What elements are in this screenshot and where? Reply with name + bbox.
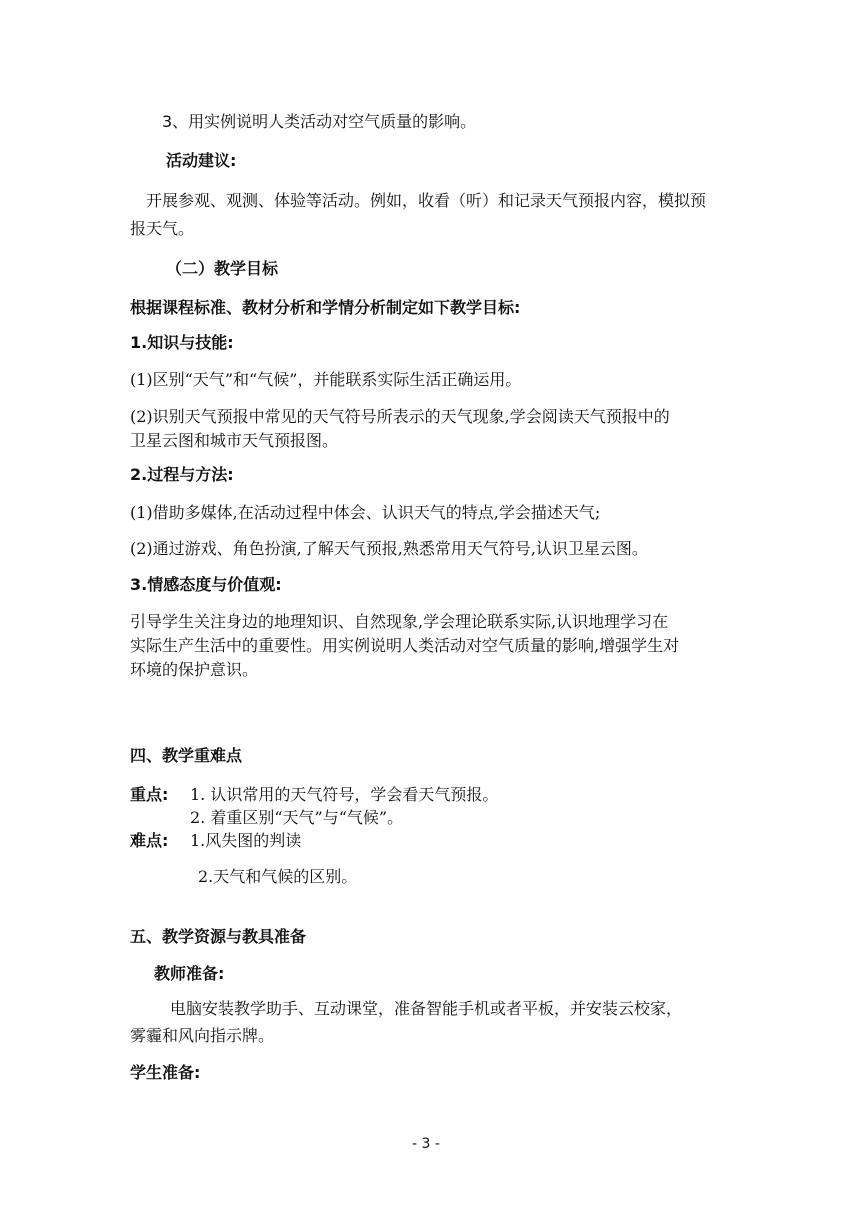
emotion-text-line-2: 实际生产生活中的重要性。用实例说明人类活动对空气质量的影响,增强学生对: [130, 636, 680, 655]
process-heading: 2.过程与方法:: [130, 465, 234, 484]
student-prep-heading: 学生准备:: [130, 1063, 201, 1082]
teacher-prep-line-2: 雾霾和风向指示牌。: [130, 1026, 275, 1045]
emotion-heading: 3.情感态度与价值观:: [130, 575, 282, 594]
process-item-2: (2)通过游戏、角色扮演,了解天气预报,熟悉常用天气符号,认识卫星云图。: [130, 539, 648, 558]
knowledge-item-1: (1)区别“天气”和“气候”，并能联系实际生活正确运用。: [130, 370, 522, 389]
activity-text-line-2: 报天气。: [130, 219, 195, 238]
difficult-points-label: 难点:: [130, 831, 169, 850]
emotion-text-line-3: 环境的保护意识。: [130, 660, 259, 679]
knowledge-item-2-line-2: 卫星云图和城市天气预报图。: [130, 431, 339, 450]
process-item-1: (1)借助多媒体,在活动过程中体会、认识天气的特点,学会描述天气;: [130, 503, 601, 522]
section-4-heading: 四、教学重难点: [130, 746, 243, 765]
section-5-heading: 五、教学资源与教具准备: [130, 927, 307, 946]
knowledge-item-2-line-1: (2)识别天气预报中常见的天气符号所表示的天气现象,学会阅读天气预报中的: [130, 407, 670, 426]
goals-intro: 根据课程标准、教材分析和学情分析制定如下教学目标:: [130, 298, 521, 317]
goals-heading: （二）教学目标: [166, 259, 279, 278]
difficult-point-1: 1.风失图的判读: [190, 831, 302, 850]
key-points-label: 重点:: [130, 785, 169, 804]
knowledge-heading: 1.知识与技能:: [130, 333, 234, 352]
key-point-1: 1. 认识常用的天气符号，学会看天气预报。: [190, 785, 499, 804]
key-point-2: 2. 着重区别“天气”与“气候”。: [190, 808, 404, 827]
activity-heading: 活动建议:: [166, 151, 237, 170]
teacher-prep-heading: 教师准备:: [154, 964, 225, 983]
objective-item-3: 3、用实例说明人类活动对空气质量的影响。: [162, 112, 477, 131]
difficult-point-2: 2.天气和气候的区别。: [198, 867, 358, 886]
activity-text-line-1: 开展参观、观测、体验等活动。例如，收看（听）和记录天气预报内容，模拟预: [146, 191, 707, 210]
emotion-text-line-1: 引导学生关注身边的地理知识、自然现象,学会理论联系实际,认识地理学习在: [130, 612, 669, 631]
page-number: - 3 -: [412, 1136, 440, 1152]
teacher-prep-line-1: 电脑安装教学助手、互动课堂，准备智能手机或者平板，并安装云校家，: [170, 999, 683, 1018]
